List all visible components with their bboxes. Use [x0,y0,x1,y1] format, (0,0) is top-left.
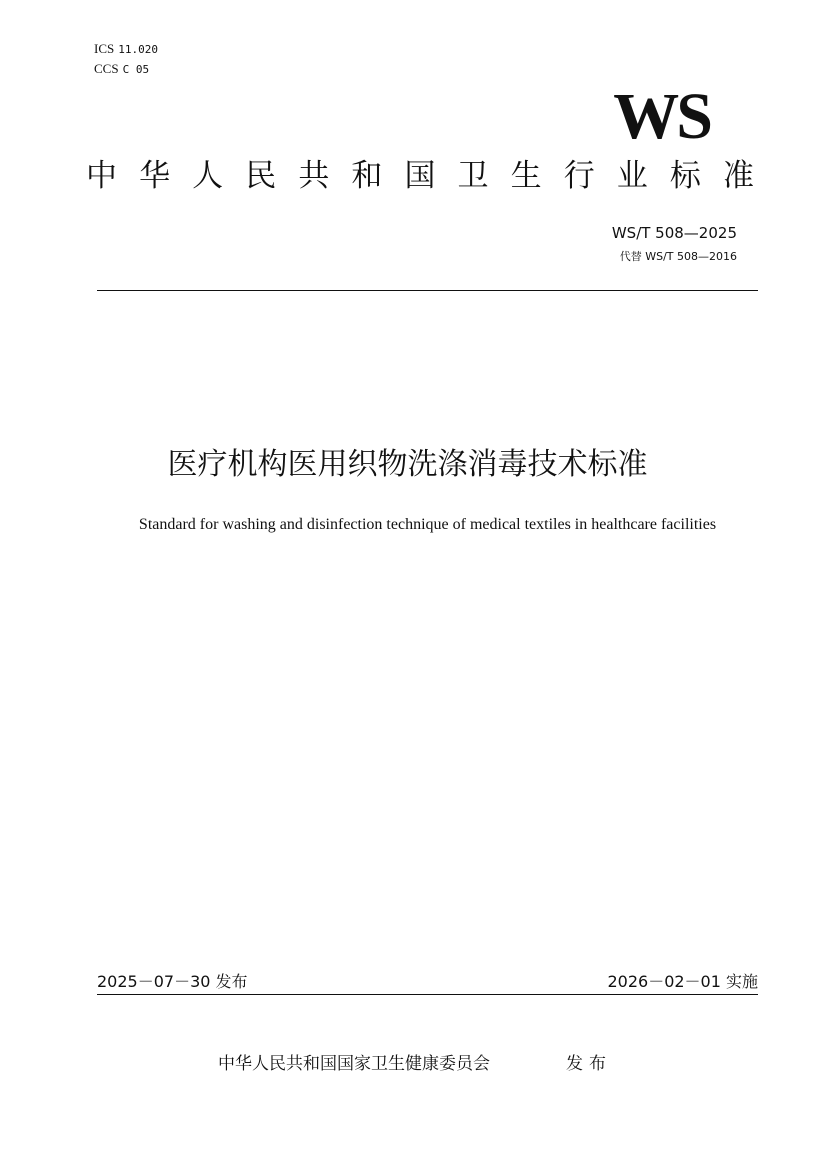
effective-date: 2026－02－01 实施 [607,972,758,991]
industry-title-char: 标 [669,158,701,194]
ccs-label: CCS [94,61,119,76]
industry-standard-title [86,156,754,196]
document-title-chinese: 医疗机构医用织物洗涤消毒技术标准 [167,447,648,482]
top-divider [97,290,758,291]
industry-title-char: 行 [563,158,595,194]
issue-action: 发布 [566,1054,612,1074]
industry-title-char: 中 [86,158,117,194]
industry-title-char: 准 [722,158,754,194]
replaced-standard: 代替 WS/T 508—2016 [619,250,737,263]
industry-title-char: 人 [192,158,224,194]
industry-title-char: 华 [139,158,171,194]
industry-title-char: 共 [298,158,330,194]
industry-title-char: 业 [616,158,648,194]
bottom-divider [97,994,758,995]
ics-label: ICS [94,41,115,56]
industry-title-char: 民 [245,158,277,194]
industry-title-char: 生 [510,158,542,194]
issue-date: 2025－07－30 发布 [97,972,248,991]
ws-logo: WS [613,80,710,153]
industry-title-char: 卫 [457,158,489,194]
document-title-english: Standard for washing and disinfection technique of medical textiles in healthcare facilities [138,516,717,533]
ccs-line [94,62,149,77]
industry-title-char: 国 [404,158,436,194]
standard-number: WS/T 508—2025 [611,224,737,242]
ics-value: 11.020 [118,43,158,56]
issuing-authority: 中华人民共和国国家卫生健康委员会 [218,1054,490,1074]
ccs-value: C 05 [122,63,150,76]
industry-title-char: 和 [351,158,383,194]
ics-line [94,42,158,57]
